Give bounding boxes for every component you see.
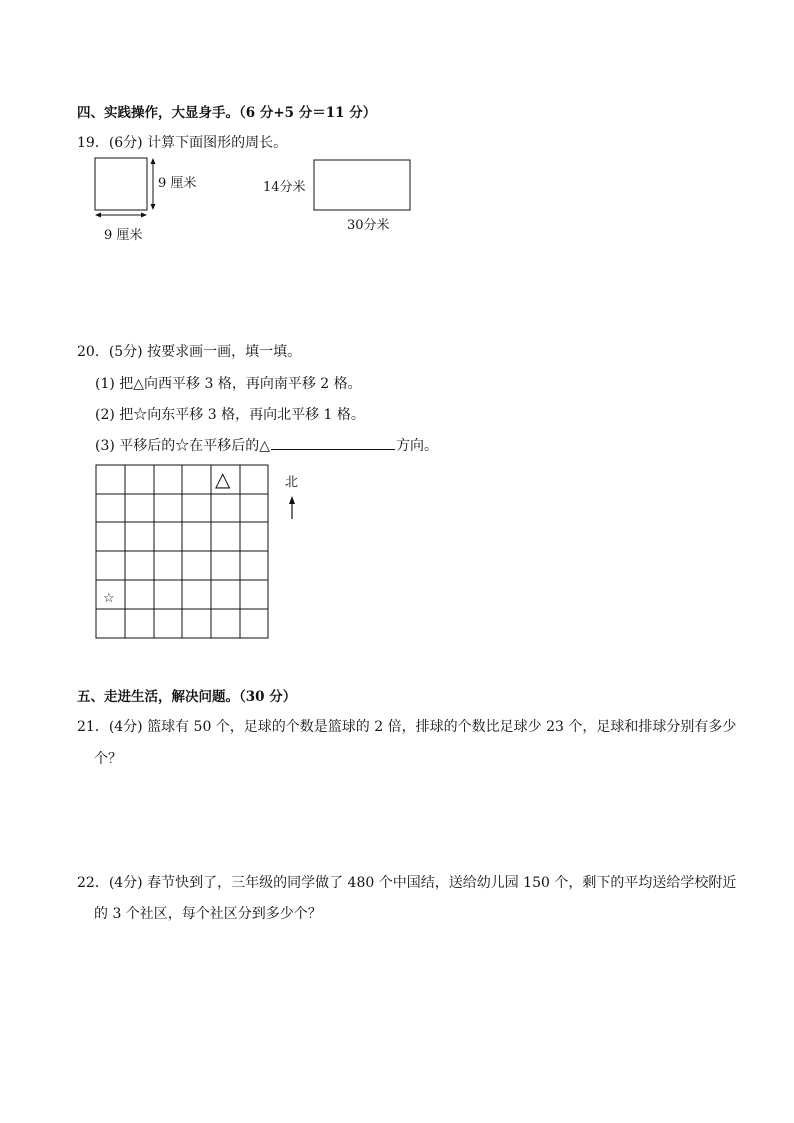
question-20-item-1: (1) 把△向西平移 3 格，再向南平移 2 格。: [95, 376, 362, 392]
triangle-icon: △: [215, 467, 231, 491]
square-bottom-label: 9 厘米: [104, 228, 143, 243]
item-3-text-before: (3) 平移后的☆在平移后的△: [95, 438, 271, 454]
north-label: 北: [285, 475, 299, 490]
question-20-text: 20．(5分) 按要求画一画，填一填。: [77, 344, 302, 360]
question-19-text: 19．(6分) 计算下面图形的周长。: [77, 135, 288, 151]
rect-width-label: 30分米: [347, 218, 390, 233]
question-22-line-1: 22．(4分) 春节快到了，三年级的同学做了 480 个中国结，送给幼儿园 150 个，剩下的平均送给学校附近: [77, 875, 737, 891]
section-4-heading: 四、实践操作，大显身手。（6 分+5 分＝11 分）: [77, 105, 377, 121]
square-side-label: 9 厘米: [158, 176, 197, 191]
question-22-line-2: 的 3 个社区，每个社区分到多少个？: [94, 906, 322, 922]
rect-height-label: 14分米: [263, 180, 306, 195]
question-21-line-1: 21．(4分) 篮球有 50 个，足球的个数是篮球的 2 倍，排球的个数比足球少 23 个，足球和排球分别有多少: [77, 719, 737, 735]
item-3-text-after: 方向。: [396, 438, 439, 454]
section-5-heading: 五、走进生活，解决问题。（30 分）: [77, 689, 297, 705]
question-21-line-2: 个？: [94, 751, 122, 767]
star-icon: ☆: [103, 591, 115, 606]
question-20-item-2: (2) 把☆向东平移 3 格，再向北平移 1 格。: [95, 407, 365, 423]
